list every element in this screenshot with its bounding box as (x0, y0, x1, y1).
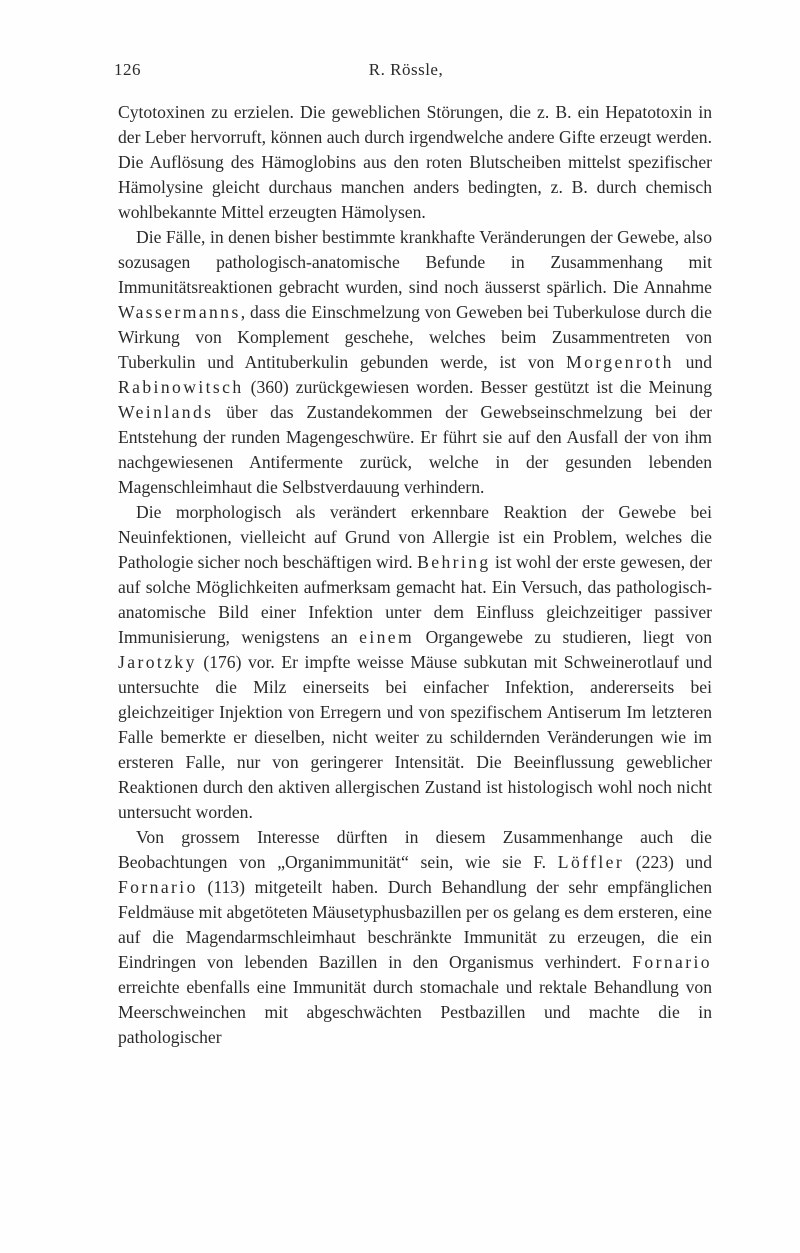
paragraph: Cytotoxinen zu erzielen. Die geweblichen Störungen, die z. B. ein Hepatotoxin in der Leber hervorruft, können auch durch irgendwelche andere Gifte erzeugt werden. Die Auflösung des Hämoglobins aus den roten Blutscheiben mittelst spezifischer Hämolysine gleicht durchaus manchen anders bedingten, z. B. durch chemisch wohlbekannte Mittel erzeugten Hämolysen. (118, 102, 712, 222)
author-name: Wassermanns (118, 302, 241, 322)
author-name: Fornario (118, 877, 198, 897)
author-name: Weinlands (118, 402, 214, 422)
author-name: Fornario (632, 952, 712, 972)
paragraph: Von grossem Interesse dürften in diesem Zusammenhange auch die Beobachtungen von „Organimmunität“ sein, wie sie F. Löffler (223) und Fornario (113) mitgeteilt haben. Durch Behandlung der sehr empfänglichen Feldmäuse mit abgetöteten Mäusetyphusbazillen per os gelang es dem ersteren, eine auf die Magendarmschleimhaut beschränkte Immunität zu erzeugen, die ein Eindringen von lebenden Bazillen in den Organismus verhindert. Fornario erreichte ebenfalls eine Immunität durch stomachale und rektale Behandlung von Meerschweinchen mit abgeschwächten Pestbazillen und machte die in pathologischer (118, 827, 713, 1047)
page-header (100, 60, 712, 84)
body-text (118, 100, 712, 1050)
emphasis: einem (359, 627, 415, 647)
author-name: Löffler (557, 852, 625, 872)
author-name: Rabinowitsch (118, 377, 244, 397)
paragraph: Die Fälle, in denen bisher bestimmte krankhafte Veränderungen der Gewebe, also sozusagen pathologisch-anatomische Befunde in Zusammenhang mit Immunitätsreaktionen gebracht wurden, sind noch äusserst spärlich. Die Annahme Wassermanns, dass die Einschmelzung von Geweben bei Tuberkulose durch die Wirkung von Komplement geschehe, welches beim Zusammentreten von Tuberkulin und Antituberkulin gebunden werde, ist von Morgenroth und Rabinowitsch (360) zurückgewiesen worden. Besser gestützt ist die Meinung Weinlands über das Zustandekommen der Gewebseinschmelzung bei der Entstehung der runden Magengeschwüre. Er führt sie auf den Ausfall der von ihm nachgewiesenen Antifermente zurück, welche in der gesunden lebenden Magenschleimhaut die Selbstverdauung verhindern. (118, 227, 712, 497)
paragraph: Die morphologisch als verändert erkennbare Reaktion der Gewebe bei Neuinfektionen, vielleicht auf Grund von Allergie ist ein Problem, welches die Pathologie sicher noch beschäftigen wird. Behring ist wohl der erste gewesen, der auf solche Möglichkeiten aufmerksam gemacht hat. Ein Versuch, das pathologisch-anatomische Bild einer Infektion unter dem Einfluss gleichzeitiger passiver Immunisierung, wenigstens an einem Organgewebe zu studieren, liegt von Jarotzky (176) vor. Er impfte weisse Mäuse subkutan mit Schweinerotlauf und untersuchte die Milz einerseits bei einfacher Infektion, andererseits bei gleichzeitiger Injektion von Erregern und von spezifischem Antiserum Im letzteren Falle bemerkte er dieselben, nicht weiter zu schildernden Veränderungen wie im ersteren Falle, nur von geringerer Intensität. Die Beeinflussung geweblicher Reaktionen durch den aktiven allergischen Zustand ist histologisch wohl noch nicht untersucht worden. (118, 502, 712, 822)
author-name: Morgenroth (566, 352, 674, 372)
running-head: R. Rössle, (368, 60, 444, 79)
author-name: Jarotzky (118, 652, 197, 672)
page-number: 126 (114, 60, 141, 79)
author-name: Behring (417, 552, 491, 572)
